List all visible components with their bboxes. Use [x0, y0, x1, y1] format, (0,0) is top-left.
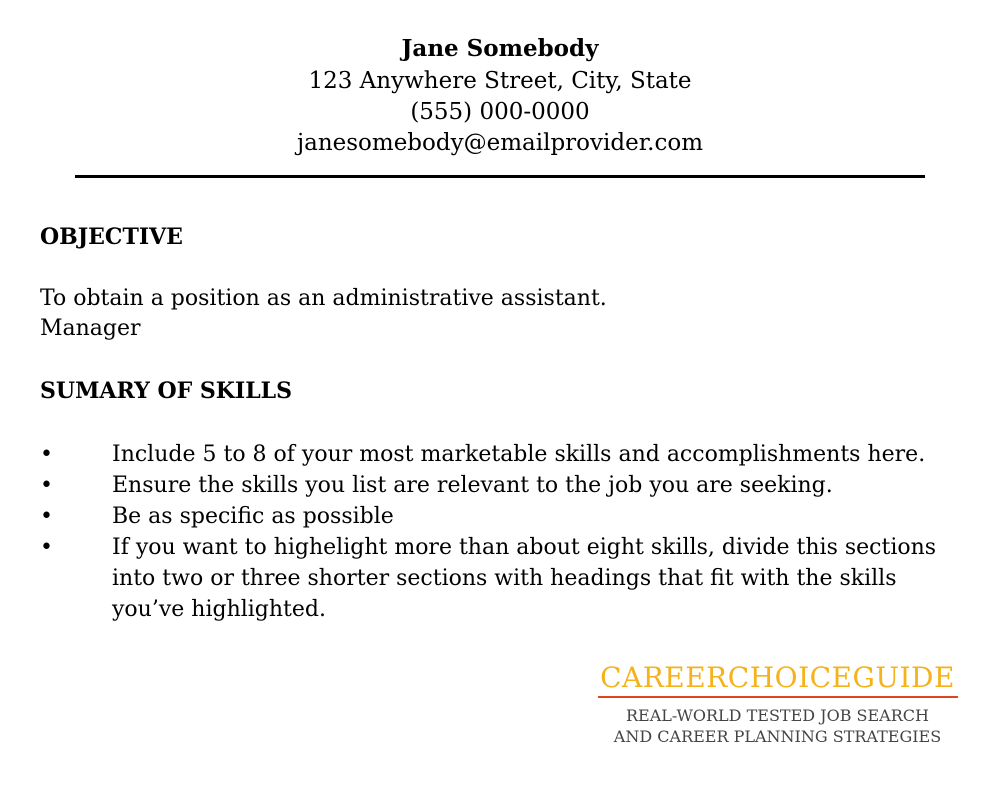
list-item: [40, 470, 960, 501]
bullet-icon: •: [40, 473, 53, 498]
skill-text: Be as specific as possible: [112, 504, 394, 529]
applicant-phone: (555) 000-0000: [410, 99, 590, 125]
objective-text: [40, 284, 607, 344]
skills-heading: SUMARY OF SKILLS: [40, 378, 293, 404]
objective-heading: OBJECTIVE: [40, 224, 183, 250]
resume-header: [0, 32, 1000, 159]
brand-watermark: [590, 660, 965, 747]
list-item: [40, 501, 960, 532]
header-divider: [75, 175, 925, 178]
skill-text: Ensure the skills you list are relevant to the job you are seeking.: [112, 473, 833, 498]
bullet-icon: •: [40, 504, 53, 529]
brand-tagline: REAL-WORLD TESTED JOB SEARCH: [626, 706, 929, 725]
list-item: [40, 532, 960, 625]
bullet-icon: •: [40, 442, 53, 467]
objective-line: To obtain a position as an administrative assistant.: [40, 286, 607, 311]
skills-list: [40, 439, 960, 625]
applicant-address: 123 Anywhere Street, City, State: [308, 68, 692, 94]
applicant-name: Jane Somebody: [401, 35, 599, 62]
brand-logo-text: CAREERCHOICEGUIDE: [600, 661, 955, 694]
skill-text: If you want to highelight more than about eight skills, divide this sections into two or three shorter sections with headings that fit with the skills you’ve highlighted.: [112, 535, 937, 622]
brand-divider: [598, 696, 958, 698]
bullet-icon: •: [40, 535, 53, 560]
list-item: [40, 439, 960, 470]
objective-line: Manager: [40, 316, 141, 341]
skill-text: Include 5 to 8 of your most marketable skills and accomplishments here.: [112, 442, 926, 467]
applicant-email: janesomebody@emailprovider.com: [296, 130, 704, 156]
brand-tagline: AND CAREER PLANNING STRATEGIES: [613, 727, 942, 746]
